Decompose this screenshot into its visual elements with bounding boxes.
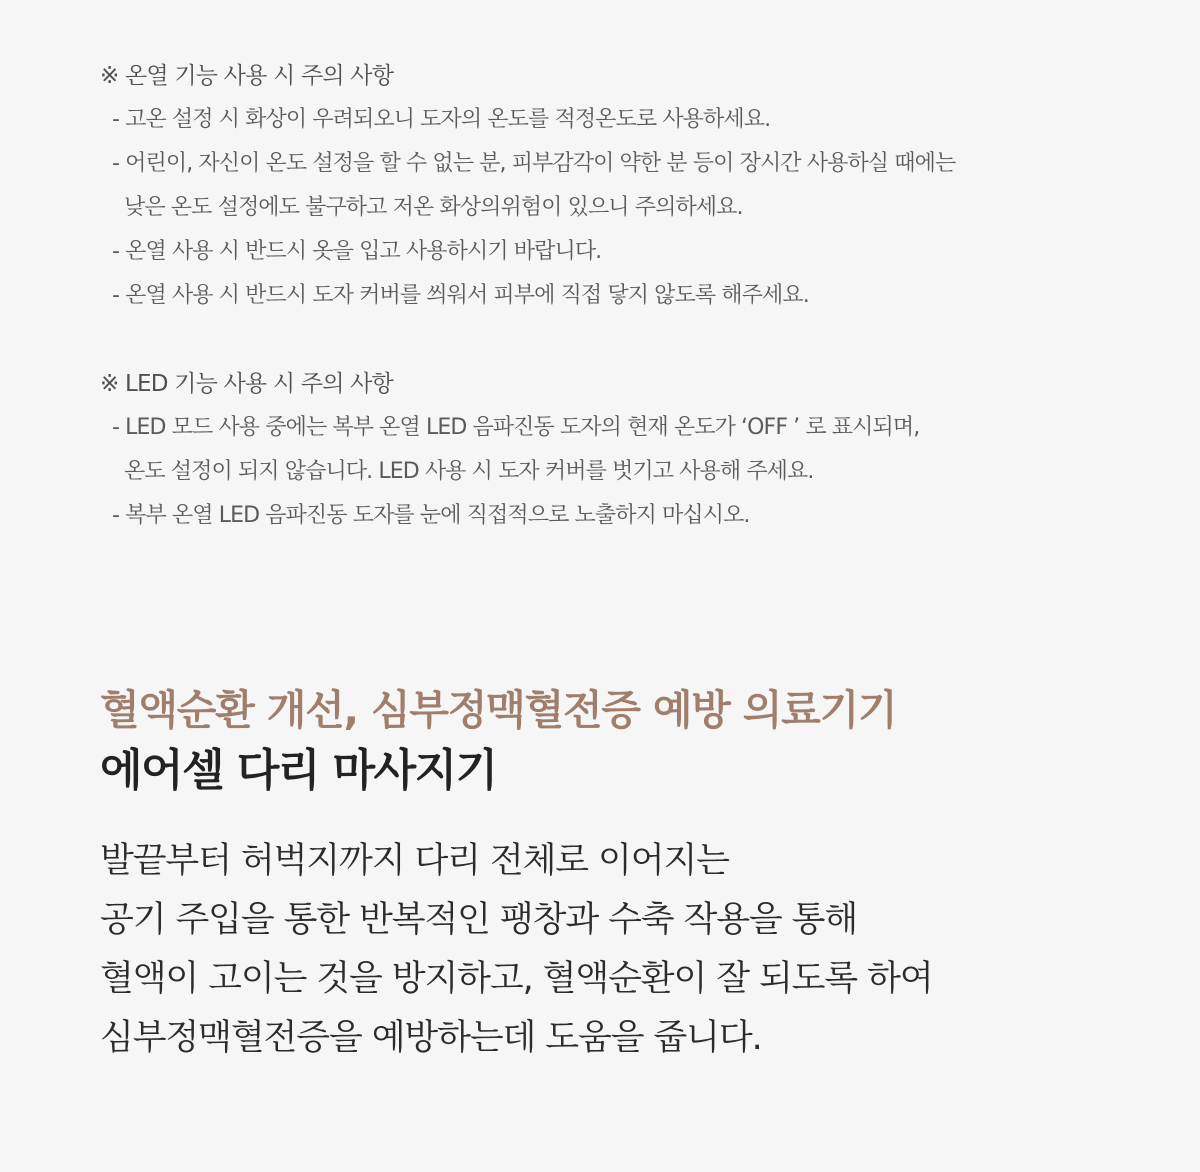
heat-caution-item: - 어린이, 자신이 온도 설정을 할 수 없는 분, 피부감각이 약한 분 등이 장시간 사용하실 때에는: [112, 151, 956, 176]
product-intro-section: [100, 680, 1100, 1068]
led-caution-item: - LED 모드 사용 중에는 복부 온열 LED 음파진동 도자의 현재 온도가 ‘OFF ’ 로 표시되며,: [112, 415, 920, 440]
heat-caution-item: - 온열 사용 시 반드시 옷을 입고 사용하시기 바랍니다.: [112, 239, 602, 264]
description-line: 심부정맥혈전증을 예방하는데 도움을 줍니다.: [100, 1018, 762, 1058]
product-title: 에어셀 다리 마사지기: [100, 745, 497, 796]
heat-caution-title: ※ 온열 기능 사용 시 주의 사항: [100, 63, 394, 89]
led-caution-title: ※ LED 기능 사용 시 주의 사항: [100, 371, 393, 397]
description-line: 공기 주입을 통한 반복적인 팽창과 수축 작용을 통해: [100, 900, 858, 940]
led-caution-section: [100, 368, 1100, 538]
product-description: [100, 832, 1100, 1068]
description-line: 혈액이 고이는 것을 방지하고, 혈액순환이 잘 되도록 하여: [100, 959, 933, 999]
description-line: 발끝부터 허벅지까지 다리 전체로 이어지는: [100, 841, 729, 881]
heat-caution-item-continued: 낮은 온도 설정에도 불구하고 저온 화상의위험이 있으니 주의하세요.: [124, 195, 743, 220]
led-caution-item: - 복부 온열 LED 음파진동 도자를 눈에 직접적으로 노출하지 마십시오.: [112, 503, 750, 528]
product-subtitle: 혈액순환 개선, 심부정맥혈전증 예방 의료기기: [100, 686, 897, 734]
heat-caution-item: - 온열 사용 시 반드시 도자 커버를 씌워서 피부에 직접 닿지 않도록 해주세요.: [112, 283, 809, 308]
led-caution-item-continued: 온도 설정이 되지 않습니다. LED 사용 시 도자 커버를 벗기고 사용해 주세요.: [124, 459, 814, 484]
heat-caution-section: [100, 60, 1100, 318]
heat-caution-item: - 고온 설정 시 화상이 우려되오니 도자의 온도를 적정온도로 사용하세요.: [112, 107, 771, 132]
